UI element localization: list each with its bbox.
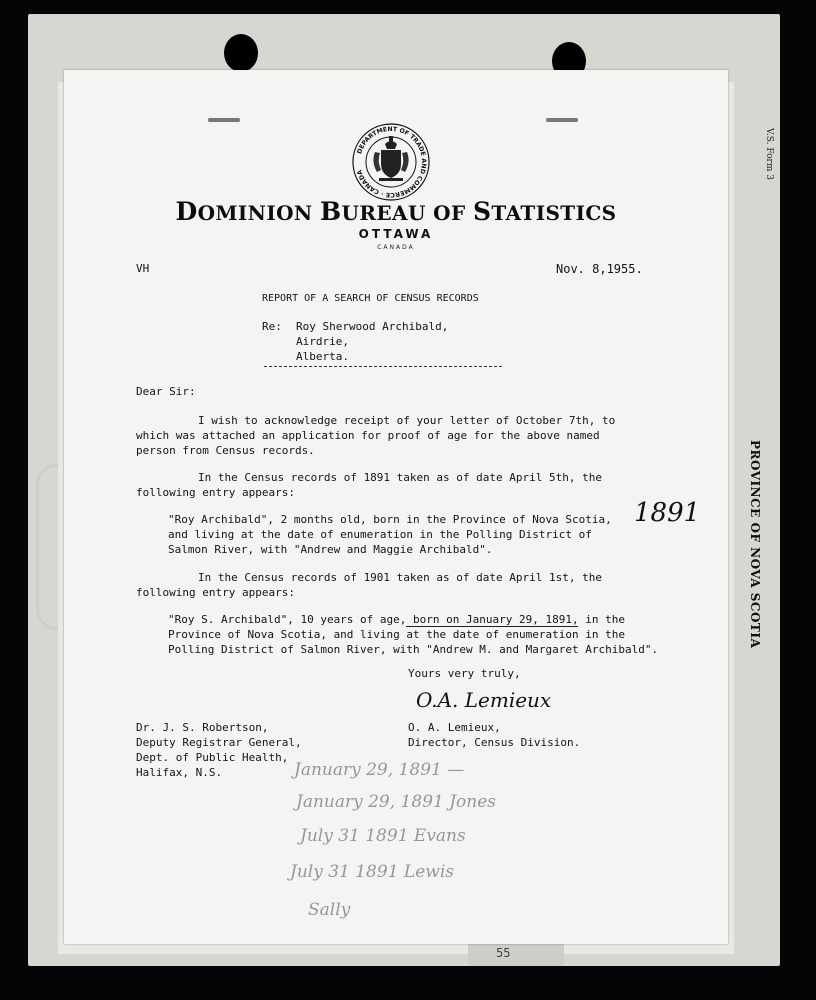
census-entry-line: Province of Nova Scotia, and living at the date of enumeration in the [168,628,625,641]
paragraph-line: I wish to acknowledge receipt of your letter of October 7th, to [198,414,616,427]
reference-initials: VH [136,262,150,275]
page-number: 55 [496,946,511,960]
letter-page [64,70,728,944]
paragraph-line: which was attached an application for proof of age for the above named [136,429,600,442]
paragraph-line: following entry appears: [136,486,295,499]
re-label: Re: [262,320,282,333]
bleed-through-handwriting: July 31 1891 Evans [300,826,466,846]
re-line: Roy Sherwood Archibald, [296,320,449,333]
form-label: V.S. Form 3 [764,128,774,180]
country-label: CANADA [377,244,415,251]
department-seal-icon [351,122,431,202]
re-line: Alberta. [296,350,349,363]
birthdate-underline [406,626,578,627]
recipient-line: Dept. of Public Health, [136,751,289,764]
closing: Yours very truly, [408,667,521,680]
census-entry-line: "Roy S. Archibald", 10 years of age, born on January 29, 1891, in the [168,613,625,626]
signature: O.A. Lemieux [416,688,552,712]
bleed-through-handwriting: January 29, 1891 Jones [296,792,497,812]
bleed-through-handwriting: January 29, 1891 — [294,760,465,780]
recipient-line: Dr. J. S. Robertson, [136,721,269,734]
recipient-line: Halifax, N.S. [136,766,223,779]
signer-name: O. A. Lemieux, [408,721,501,734]
clip-mark-left [208,118,240,122]
paragraph-line: person from Census records. [136,444,315,457]
margin-year-annotation: 1891 [634,498,701,528]
paragraph-line: In the Census records of 1891 taken as of date April 5th, the [198,471,602,484]
letter-subject: REPORT OF A SEARCH OF CENSUS RECORDS [262,293,479,304]
paragraph-line: In the Census records of 1901 taken as of date April 1st, the [198,571,602,584]
bureau-name: DOMINION BUREAU OF STATISTICS [175,197,617,226]
census-entry-line: Polling District of Salmon River, with "Andrew M. and Margaret Archibald". [168,643,659,656]
census-entry-line: "Roy Archibald", 2 months old, born in the Province of Nova Scotia, [168,513,612,526]
subject-rule [264,366,502,367]
salutation: Dear Sir: [136,385,196,398]
letter-date: Nov. 8,1955. [556,262,643,276]
census-entry-line: Salmon River, with "Andrew and Maggie Archibald". [168,543,493,556]
paragraph-line: following entry appears: [136,586,295,599]
page-tab [468,944,564,966]
bleed-through-handwriting: Sally [308,900,351,920]
city-label: OTTAWA [358,227,434,241]
svg-text:DEPARTMENT OF TRADE AND COMMER: DEPARTMENT OF TRADE AND COMMERCE · CANADA [356,125,428,199]
bleed-through-handwriting: July 31 1891 Lewis [290,862,454,882]
punch-hole-left [224,34,258,72]
clip-mark-right [546,118,578,122]
province-label: PROVINCE OF NOVA SCOTIA [748,440,762,649]
census-entry-line: and living at the date of enumeration in the Polling District of [168,528,592,541]
re-line: Airdrie, [296,335,349,348]
signer-title: Director, Census Division. [408,736,581,749]
recipient-line: Deputy Registrar General, [136,736,302,749]
